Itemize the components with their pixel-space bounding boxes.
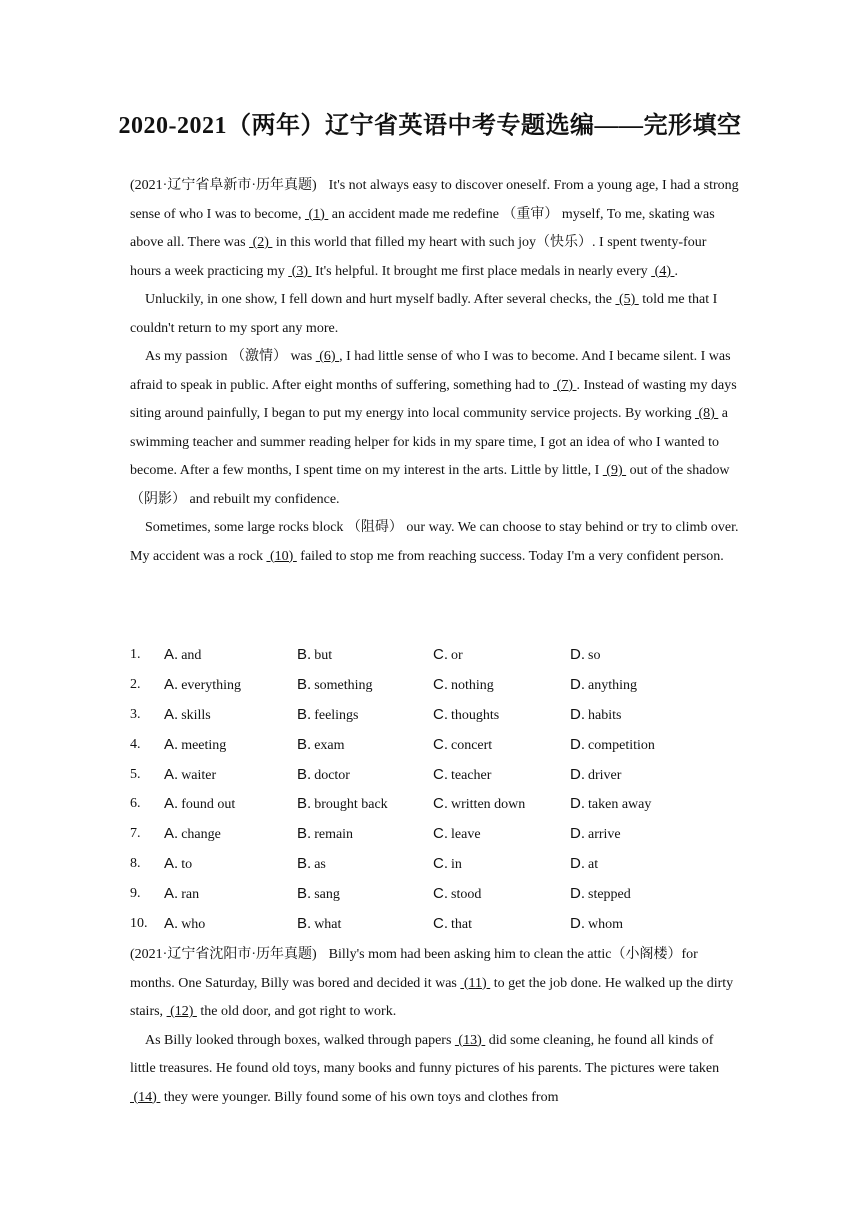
option-d[interactable] [570, 879, 631, 910]
option-row [130, 909, 750, 939]
option-text: found out [181, 797, 236, 813]
passage-2-paragraph-1 [130, 941, 740, 1027]
option-letter: D. [570, 735, 585, 753]
text-run: failed to stop me from reaching success. Today I'm a very confident person. [296, 548, 724, 564]
option-a[interactable] [164, 700, 211, 731]
option-letter: C. [433, 646, 448, 663]
blank-5: (5) [615, 292, 639, 307]
option-letter: D. [570, 765, 585, 783]
option-letter: A. [164, 765, 179, 783]
option-text: what [314, 917, 342, 933]
question-number: 1. [130, 647, 141, 662]
source-label: (2021·辽宁省沈阳市·历年真题) [130, 947, 317, 962]
option-d[interactable] [570, 730, 655, 761]
option-text: stood [451, 887, 482, 903]
text-run: It's not always easy to discover oneself. From a young age, I had a strong sense of who I was to become, [130, 178, 739, 222]
passage-1-paragraph-3 [130, 343, 740, 514]
option-b[interactable] [297, 819, 353, 850]
blank-4: (4) [651, 263, 675, 279]
option-text: sang [314, 887, 340, 903]
option-b[interactable] [297, 670, 373, 701]
blank-11: (11) [460, 975, 491, 991]
question-number: 5. [130, 766, 141, 782]
option-c[interactable] [433, 879, 481, 910]
option-letter: C. [433, 765, 448, 783]
question-number: 2. [130, 676, 141, 692]
option-text: leave [451, 827, 481, 843]
text-run: in this world that filled my heart with such joy（快乐）. I spent twenty-four hours a week practicing my [130, 235, 707, 279]
option-letter: D. [570, 675, 585, 693]
text-run: Sometimes, some large rocks block （阻碍） our way. We can choose to stay behind or try to climb over. My accident was a rock [130, 520, 739, 564]
answer-options [130, 640, 750, 939]
text-run: an accident made me redefine （重审） myself, To me, skating was above all. There was [130, 206, 715, 250]
option-letter: D. [570, 825, 585, 843]
option-c[interactable] [433, 849, 462, 880]
option-text: but [314, 648, 333, 663]
option-letter: C. [433, 675, 448, 693]
option-letter: C. [433, 915, 448, 933]
text-run: to get the job done. He walked up the dirty stairs, [130, 975, 734, 1019]
passage-1 [130, 172, 740, 571]
option-text: driver [588, 767, 622, 783]
option-text: ran [181, 887, 200, 903]
text-run: did some cleaning, he found all kinds of little treasures. He found old toys, many books and funny pictures of his parents. The pictures were taken [130, 1032, 720, 1076]
passage-2-paragraph-2 [130, 1027, 740, 1113]
option-a[interactable] [164, 730, 226, 761]
option-letter: A. [164, 915, 179, 933]
option-text: stepped [588, 887, 631, 903]
option-text: to [181, 857, 193, 873]
option-text: as [314, 857, 326, 873]
blank-14: (14) [130, 1089, 161, 1105]
option-text: arrive [588, 827, 621, 843]
option-letter: A. [164, 825, 179, 843]
text-run: . Instead of wasting my days siting around painfully, I began to put my energy into local community service projects. By working [130, 377, 737, 421]
option-text: or [451, 648, 463, 663]
option-letter: A. [164, 795, 179, 813]
blank-13: (13) [454, 1032, 486, 1048]
option-row [130, 849, 750, 879]
option-letter: C. [433, 855, 448, 873]
question-number: 9. [130, 886, 141, 902]
blank-1: (1) [304, 206, 329, 222]
option-letter: A. [164, 705, 179, 723]
option-letter: B. [297, 675, 312, 693]
option-text: so [588, 648, 601, 663]
option-a[interactable] [164, 819, 221, 850]
option-a[interactable] [164, 849, 192, 880]
option-text: change [181, 827, 221, 843]
option-text: taken away [588, 797, 652, 813]
option-text: anything [588, 677, 637, 693]
text-run: the old door, and got right to work. [196, 1004, 397, 1019]
option-letter: B. [297, 705, 312, 723]
option-letter: A. [164, 885, 179, 903]
option-letter: B. [297, 855, 312, 873]
option-text: doctor [314, 767, 350, 783]
option-letter: D. [570, 915, 585, 933]
option-text: habits [588, 707, 622, 723]
text-run: told me that I couldn't return to my sport any more. [130, 292, 718, 336]
option-letter: D. [570, 855, 585, 873]
option-row [130, 789, 750, 819]
question-number: 10. [130, 916, 148, 932]
option-letter: A. [164, 646, 179, 663]
option-letter: D. [570, 885, 585, 903]
question-number: 8. [130, 856, 141, 872]
option-text: whom [588, 917, 623, 933]
option-text: nothing [451, 677, 494, 693]
option-b[interactable] [297, 789, 388, 820]
option-text: in [451, 857, 462, 873]
option-letter: D. [570, 705, 585, 723]
option-text: everything [181, 677, 242, 693]
option-b[interactable] [297, 909, 341, 940]
option-d[interactable] [570, 909, 623, 940]
option-text: at [588, 857, 599, 873]
option-text: feelings [314, 707, 359, 723]
option-row [130, 640, 750, 670]
option-c[interactable] [433, 640, 463, 671]
option-c[interactable] [433, 789, 525, 820]
option-letter: C. [433, 795, 448, 813]
option-letter: B. [297, 885, 312, 903]
text-run: Unluckily, in one show, I fell down and hurt myself badly. After several checks, the [145, 292, 616, 307]
option-row [130, 879, 750, 909]
text-run: As Billy looked through boxes, walked through papers [145, 1032, 455, 1048]
option-letter: A. [164, 675, 179, 693]
option-c[interactable] [433, 730, 492, 761]
question-number: 7. [130, 826, 141, 842]
option-b[interactable] [297, 730, 345, 761]
source-label: (2021·辽宁省阜新市·历年真题) [130, 178, 317, 193]
question-number: 6. [130, 796, 141, 812]
passage-1-paragraph-1 [130, 172, 740, 286]
blank-2: (2) [249, 235, 273, 250]
option-row [130, 760, 750, 790]
passage-1-paragraph-4 [130, 514, 740, 571]
option-row [130, 730, 750, 760]
option-text: skills [181, 707, 211, 723]
blank-3: (3) [288, 263, 312, 279]
text-run: a swimming teacher and summer reading helper for kids in my spare time, I got an idea of who I wanted to become. After a few months, I spent time on my interest in the arts. Little by little, I [130, 406, 728, 478]
option-b[interactable] [297, 879, 340, 910]
option-text: thoughts [451, 707, 500, 723]
option-letter: C. [433, 885, 448, 903]
option-d[interactable] [570, 760, 621, 791]
option-a[interactable] [164, 640, 201, 671]
option-text: who [181, 917, 206, 933]
option-c[interactable] [433, 819, 481, 850]
option-a[interactable] [164, 760, 216, 791]
option-letter: B. [297, 735, 312, 753]
blank-9: (9) [602, 463, 627, 478]
option-d[interactable] [570, 670, 637, 701]
option-d[interactable] [570, 640, 600, 671]
text-run: , I had little sense of who I was to become. And I became silent. I was afraid to speak in public. After eight months of suffering, something had to [130, 349, 731, 393]
option-text: teacher [451, 767, 492, 783]
option-d[interactable] [570, 819, 621, 850]
option-row [130, 819, 750, 849]
option-text: meeting [181, 737, 227, 753]
option-text: something [314, 677, 373, 693]
option-letter: C. [433, 705, 448, 723]
option-c[interactable] [433, 670, 494, 701]
option-text: written down [451, 797, 526, 813]
option-a[interactable] [164, 789, 235, 820]
blank-8: (8) [694, 406, 719, 421]
option-letter: B. [297, 765, 312, 783]
option-text: concert [451, 737, 493, 753]
option-text: brought back [314, 797, 388, 813]
option-letter: C. [433, 825, 448, 843]
option-row [130, 700, 750, 730]
option-text: competition [588, 737, 655, 753]
option-b[interactable] [297, 760, 350, 791]
option-letter: B. [297, 825, 312, 843]
document-title: 2020-2021（两年）辽宁省英语中考专题选编——完形填空 [118, 113, 742, 139]
option-letter: D. [570, 646, 585, 663]
passage-2 [130, 941, 740, 1112]
option-c[interactable] [433, 700, 499, 731]
option-text: waiter [181, 767, 217, 783]
option-letter: B. [297, 915, 312, 933]
option-d[interactable] [570, 849, 598, 880]
option-letter: A. [164, 735, 179, 753]
option-letter: B. [297, 795, 312, 813]
option-a[interactable] [164, 909, 205, 940]
option-b[interactable] [297, 640, 332, 671]
text-run: Billy's mom had been asking him to clean the attic（小阁楼）for months. One Saturday, Billy was bored and decided it was [130, 947, 698, 991]
text-run: they were younger. Billy found some of his own toys and clothes from [160, 1089, 559, 1105]
option-a[interactable] [164, 879, 199, 910]
text-run: It's helpful. It brought me first place medals in nearly every [311, 263, 652, 279]
text-run: out of the shadow （阴影） and rebuilt my confidence. [130, 463, 730, 507]
option-row [130, 670, 750, 700]
blank-12: (12) [166, 1004, 197, 1019]
option-letter: D. [570, 795, 585, 813]
option-b[interactable] [297, 849, 326, 880]
option-text: exam [314, 737, 345, 753]
blank-7: (7) [553, 377, 577, 393]
passage-1-paragraph-2 [130, 286, 740, 343]
option-c[interactable] [433, 909, 472, 940]
option-a[interactable] [164, 670, 241, 701]
option-d[interactable] [570, 789, 651, 820]
text-run: As my passion （激情） was [145, 349, 316, 364]
option-d[interactable] [570, 700, 621, 731]
option-letter: A. [164, 855, 179, 873]
blank-6: (6) [315, 349, 340, 364]
question-number: 4. [130, 736, 141, 752]
question-number: 3. [130, 706, 141, 722]
option-letter: B. [297, 646, 312, 663]
option-letter: C. [433, 735, 448, 753]
option-b[interactable] [297, 700, 359, 731]
text-run: . [674, 263, 678, 279]
option-text: that [451, 917, 472, 933]
option-c[interactable] [433, 760, 491, 791]
blank-10: (10) [266, 548, 297, 564]
option-text: and [181, 648, 202, 663]
option-text: remain [314, 827, 354, 843]
